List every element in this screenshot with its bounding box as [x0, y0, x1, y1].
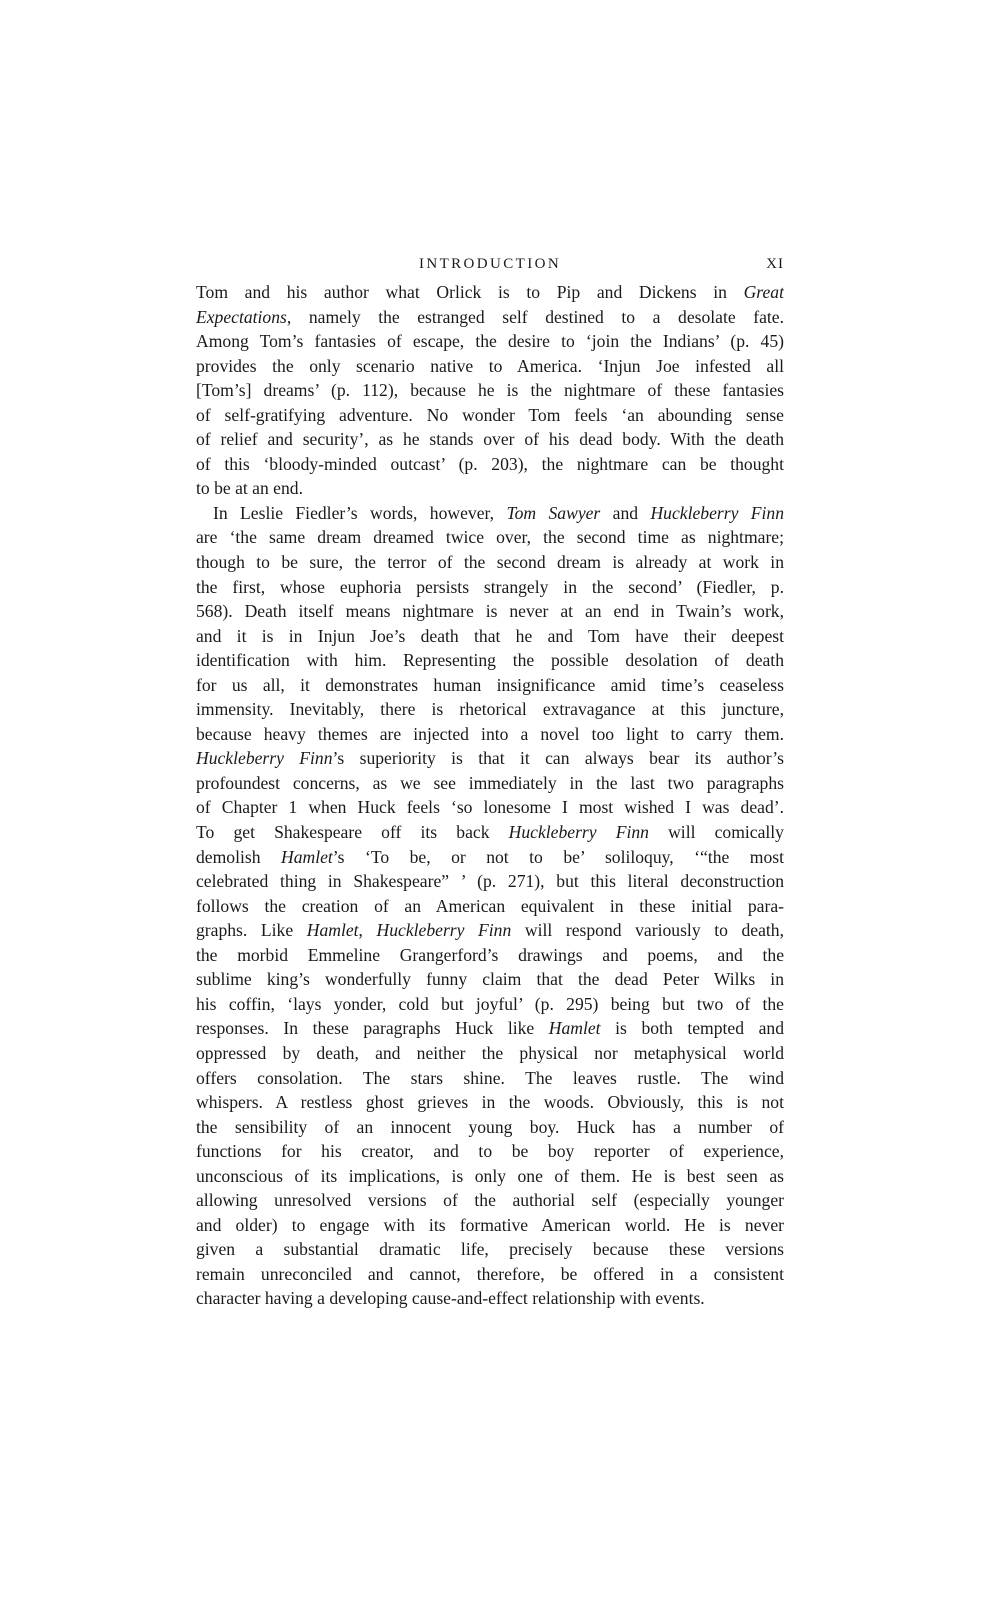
text-line: and older) to engage with its formative American world. He is never: [196, 1214, 784, 1235]
text-line: given a substantial dramatic life, precisely because these versions: [196, 1239, 784, 1260]
running-head: [196, 256, 784, 280]
paragraph: [196, 501, 784, 1311]
paragraph: [196, 280, 784, 501]
text-line: follows the creation of an American equivalent in these initial para-: [196, 895, 784, 916]
text-line: unconscious of its implications, is only one of them. He is best seen as: [196, 1165, 784, 1186]
text-line: whispers. A restless ghost grieves in the woods. Obviously, this is not: [196, 1092, 784, 1113]
text-line: allowing unresolved versions of the authorial self (especially younger: [196, 1190, 784, 1211]
book-page: [196, 256, 784, 1311]
text-line: identification with him. Representing the possible desolation of death: [196, 650, 784, 671]
text-line: In Leslie Fiedler’s words, however, Tom Sawyer and Huckleberry Finn: [213, 502, 784, 523]
text-line: Expectations, namely the estranged self destined to a desolate fate.: [196, 306, 784, 327]
text-line: of this ‘bloody-minded outcast’ (p. 203), the nightmare can be thought: [196, 453, 784, 474]
text-line: graphs. Like Hamlet, Huckleberry Finn will respond variously to death,: [196, 920, 784, 941]
text-line: the first, whose euphoria persists strangely in the second’ (Fiedler, p.: [196, 576, 784, 597]
text-line: oppressed by death, and neither the physical nor metaphysical world: [196, 1042, 784, 1063]
text-line: character having a developing cause-and-effect relationship with events.: [196, 1288, 705, 1309]
text-line: provides the only scenario native to America. ‘Injun Joe infested all: [196, 355, 784, 376]
text-line: sublime king’s wonderfully funny claim that the dead Peter Wilks in: [196, 969, 784, 990]
text-line: To get Shakespeare off its back Huckleberry Finn will comically: [196, 822, 784, 843]
text-line: immensity. Inevitably, there is rhetorical extravagance at this juncture,: [196, 699, 784, 720]
text-line: celebrated thing in Shakespeare” ’ (p. 271), but this literal deconstruction: [196, 871, 784, 892]
text-line: of Chapter 1 when Huck feels ‘so lonesome I most wished I was dead’.: [196, 797, 784, 818]
text-line: [Tom’s] dreams’ (p. 112), because he is the nightmare of these fantasies: [196, 380, 784, 401]
text-line: functions for his creator, and to be boy reporter of experience,: [196, 1141, 784, 1162]
text-line: remain unreconciled and cannot, therefore, be offered in a consistent: [196, 1263, 784, 1284]
text-line: to be at an end.: [196, 478, 303, 499]
text-line: the sensibility of an innocent young boy. Huck has a number of: [196, 1116, 784, 1137]
text-line: 568). Death itself means nightmare is never at an end in Twain’s work,: [196, 601, 784, 622]
text-line: Huckleberry Finn’s superiority is that it can always bear its author’s: [196, 748, 784, 769]
body-text: [196, 280, 784, 1311]
text-line: of relief and security’, as he stands over of his dead body. With the death: [196, 429, 784, 450]
page-number: XI: [766, 256, 784, 272]
running-head-title: INTRODUCTION: [418, 256, 562, 272]
text-line: demolish Hamlet’s ‘To be, or not to be’ soliloquy, ‘“the most: [196, 846, 784, 867]
text-line: Among Tom’s fantasies of escape, the desire to ‘join the Indians’ (p. 45): [196, 331, 784, 352]
text-line: his coffin, ‘lays yonder, cold but joyful’ (p. 295) being but two of the: [196, 993, 784, 1014]
text-line: because heavy themes are injected into a novel too light to carry them.: [196, 723, 784, 744]
text-line: for us all, it demonstrates human insignificance amid time’s ceaseless: [196, 674, 784, 695]
text-line: Tom and his author what Orlick is to Pip and Dickens in Great: [196, 282, 784, 302]
text-line: and it is in Injun Joe’s death that he and Tom have their deepest: [196, 625, 784, 646]
text-line: the morbid Emmeline Grangerford’s drawings and poems, and the: [196, 944, 784, 965]
text-line: of self-gratifying adventure. No wonder Tom feels ‘an abounding sense: [196, 404, 784, 425]
text-line: offers consolation. The stars shine. The leaves rustle. The wind: [196, 1067, 784, 1088]
text-line: profoundest concerns, as we see immediately in the last two paragraphs: [196, 772, 784, 793]
text-line: though to be sure, the terror of the second dream is already at work in: [196, 552, 784, 573]
text-line: responses. In these paragraphs Huck like Hamlet is both tempted and: [196, 1018, 784, 1039]
text-line: are ‘the same dream dreamed twice over, the second time as nightmare;: [196, 527, 784, 548]
